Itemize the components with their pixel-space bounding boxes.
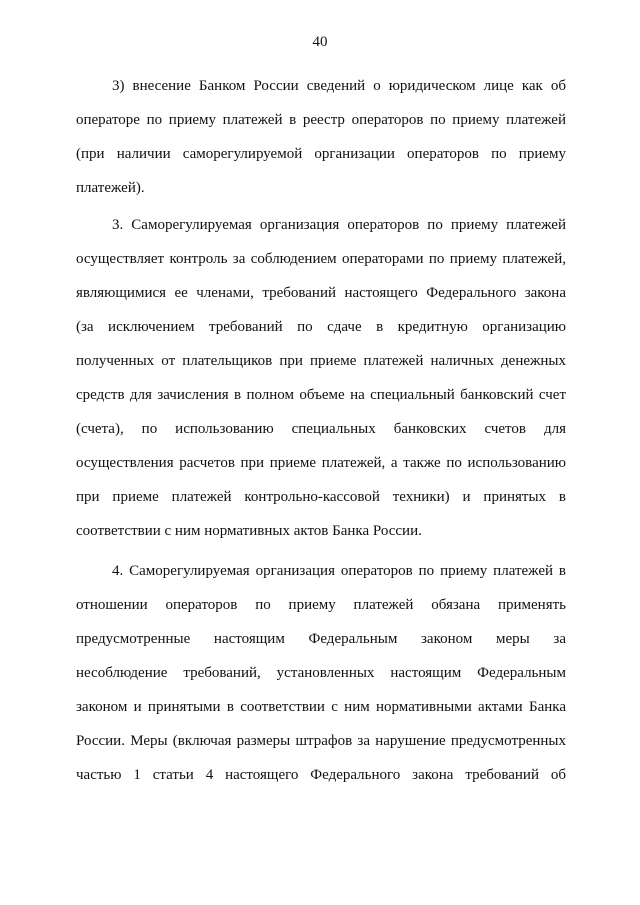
- text-line: предусмотренные настоящим Федеральным законом меры за: [76, 631, 566, 647]
- text-line: платежей).: [76, 180, 145, 196]
- text-line: (за исключением требований по сдаче в кредитную организацию: [76, 319, 566, 335]
- text-line: 3. Саморегулируемая организация операторов по приему платежей: [112, 217, 566, 233]
- text-line: частью 1 статьи 4 настоящего Федерального закона требований об: [76, 767, 566, 783]
- text-line: России. Меры (включая размеры штрафов за нарушение предусмотренных: [76, 733, 566, 749]
- text-line: 3) внесение Банком России сведений о юридическом лице как об: [112, 78, 566, 94]
- paragraph-section-3: [76, 208, 566, 548]
- text-line: 4. Саморегулируемая организация операторов по приему платежей в: [112, 563, 566, 579]
- text-line: (счета), по использованию специальных банковских счетов для: [76, 421, 566, 437]
- text-line: при приеме платежей контрольно-кассовой техники) и принятых в: [76, 489, 566, 505]
- text-line: операторе по приему платежей в реестр операторов по приему платежей: [76, 112, 566, 128]
- text-line: средств для зачисления в полном объеме на специальный банковский счет: [76, 387, 566, 403]
- text-line: являющимися ее членами, требований настоящего Федерального закона: [76, 285, 566, 301]
- paragraph-section-4: [76, 554, 566, 792]
- text-line: несоблюдение требований, установленных настоящим Федеральным: [76, 665, 566, 681]
- text-line: полученных от плательщиков при приеме платежей наличных денежных: [76, 353, 566, 369]
- text-line: осуществляет контроль за соблюдением операторами по приему платежей,: [76, 251, 566, 267]
- paragraph-item-3: [76, 69, 566, 205]
- text-line: (при наличии саморегулируемой организации операторов по приему: [76, 146, 566, 162]
- text-line: соответствии с ним нормативных актов Банка России.: [76, 523, 422, 539]
- page-number: 40: [312, 34, 328, 50]
- text-line: отношении операторов по приему платежей обязана применять: [76, 597, 566, 613]
- text-line: законом и принятыми в соответствии с ним нормативными актами Банка: [76, 699, 566, 715]
- text-line: осуществления расчетов при приеме платежей, а также по использованию: [76, 455, 566, 471]
